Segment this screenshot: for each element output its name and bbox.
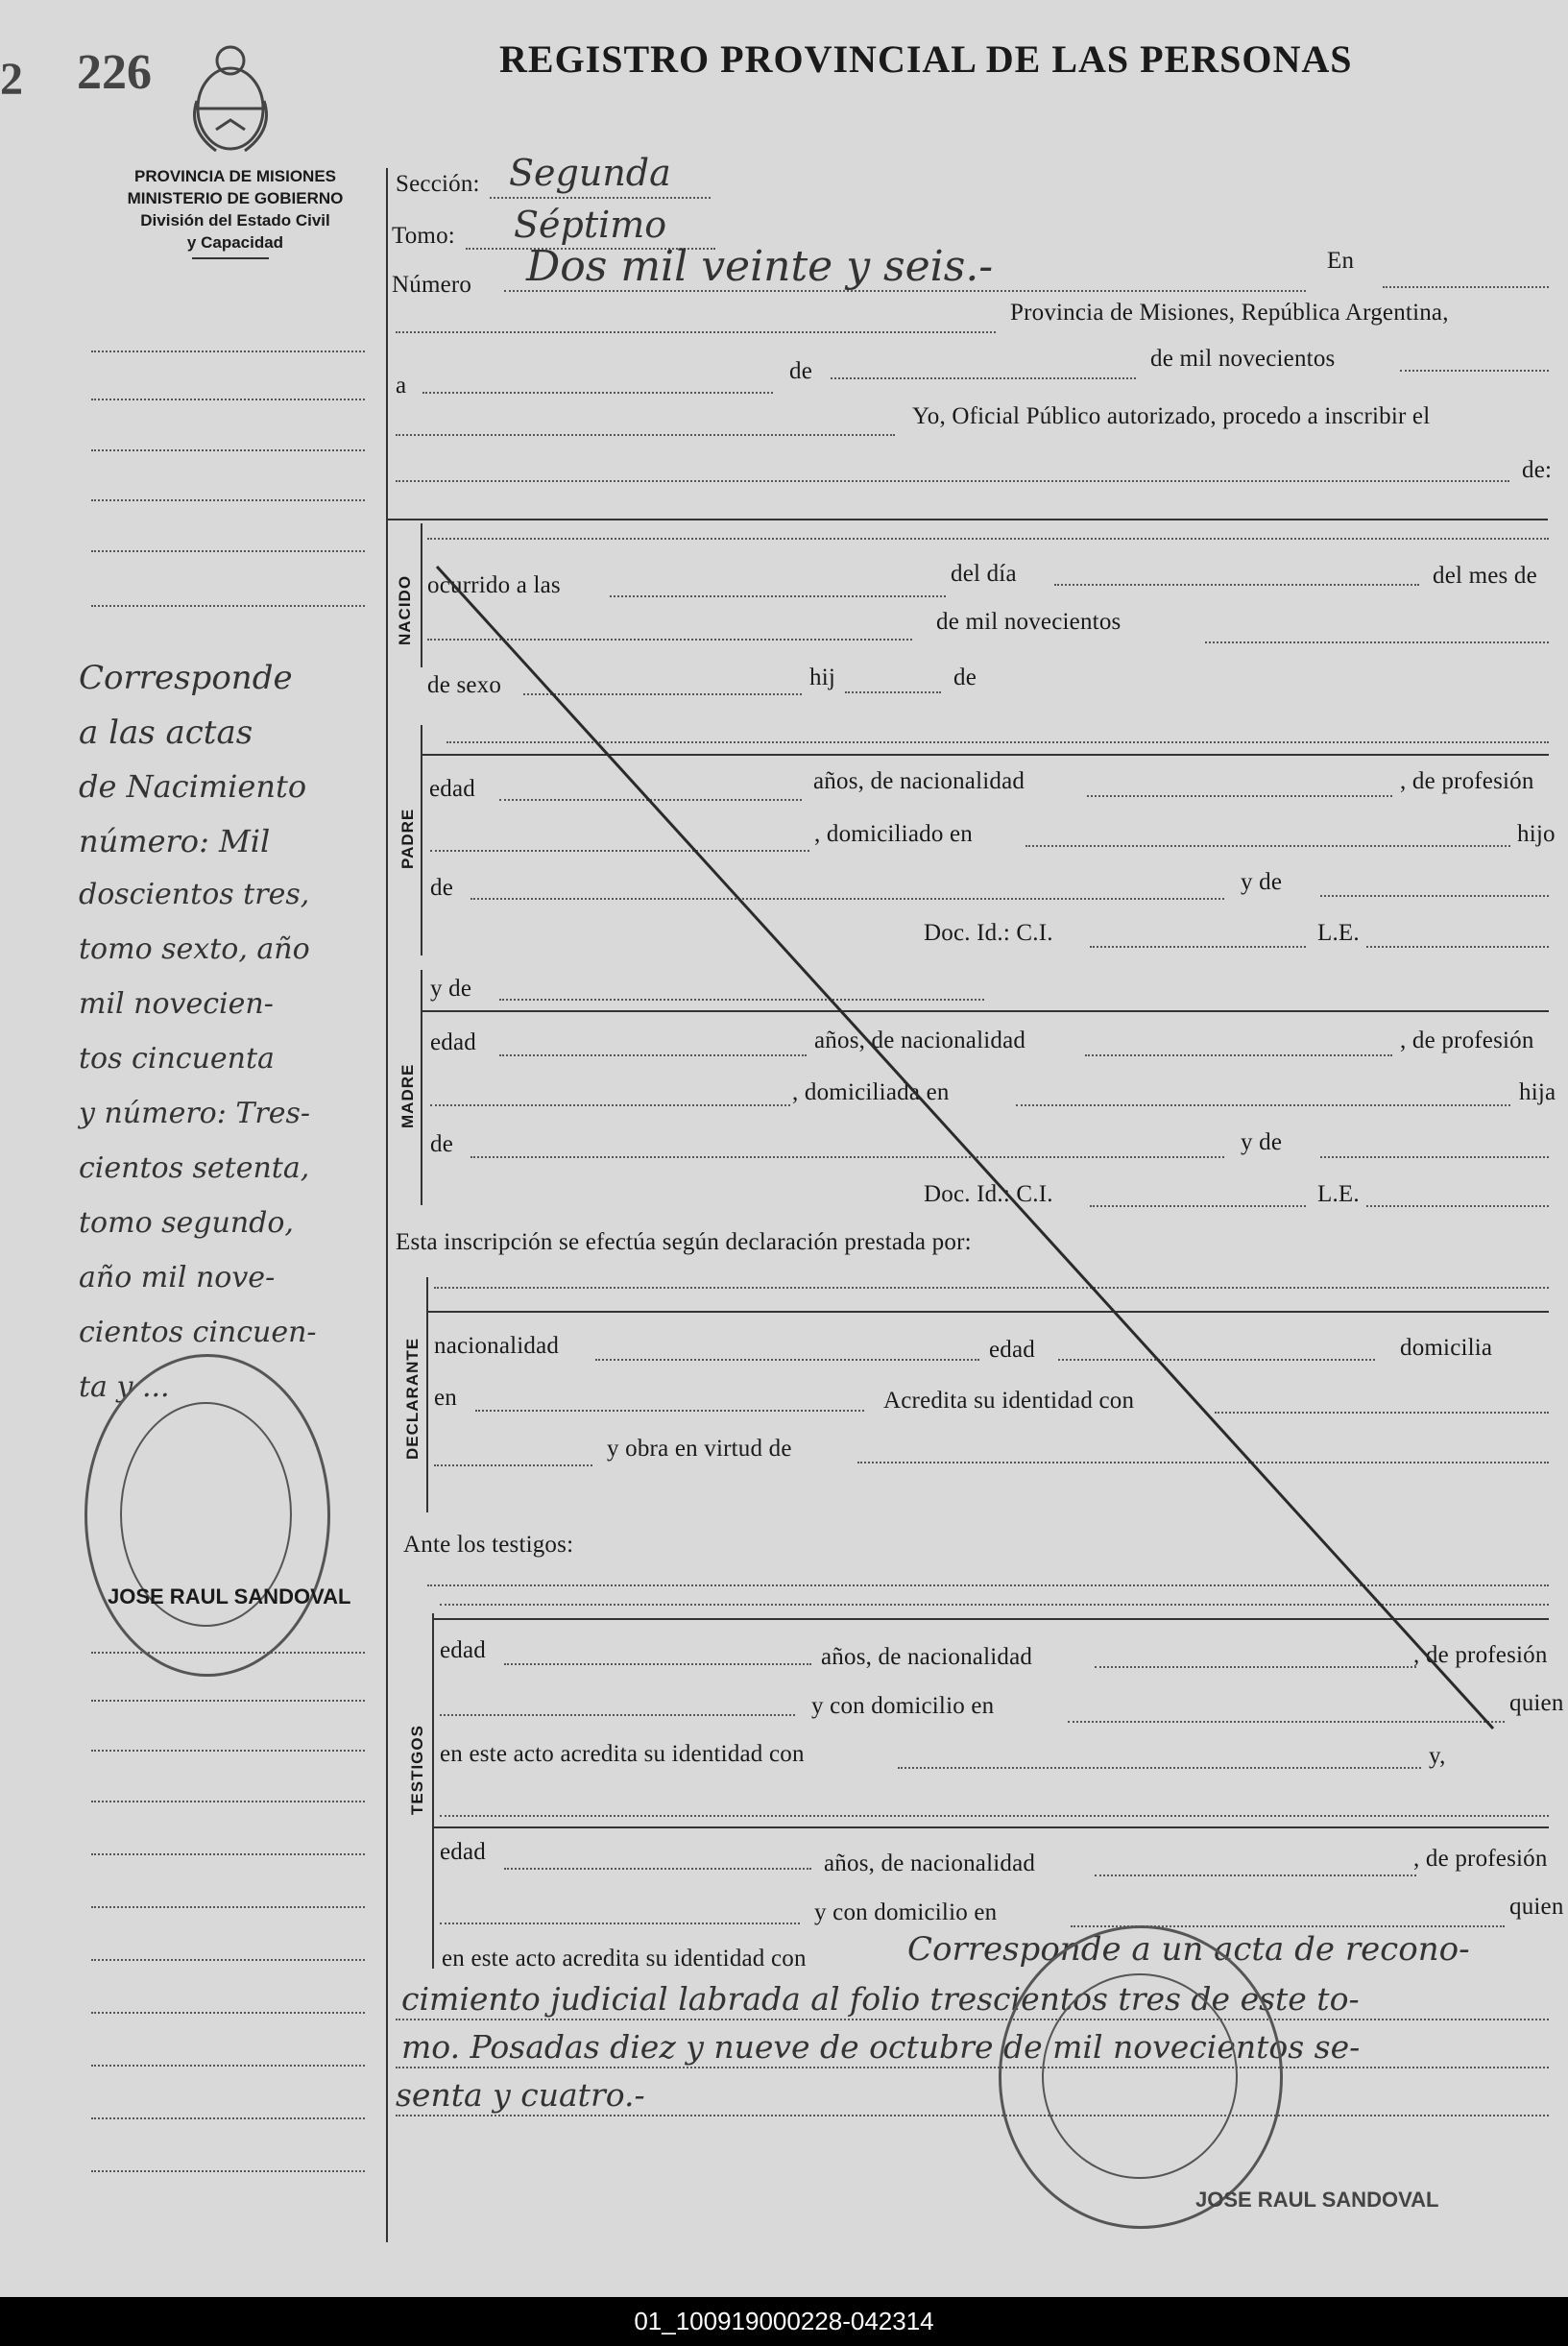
testigo2-quien-label: quien: [1509, 1894, 1564, 1920]
margin-number: 2: [0, 54, 23, 105]
madre-nacionalidad-label: años, de nacionalidad: [814, 1028, 1026, 1053]
padre-side-label: PADRE: [398, 808, 417, 869]
nacido-mil-label: de mil novecientos: [936, 609, 1122, 635]
margin-note-line: de Nacimiento: [79, 768, 307, 805]
bottom-note-line-3: senta y cuatro.-: [396, 2076, 645, 2114]
ocurrido-label: ocurrido a las: [427, 572, 561, 598]
nacido-side-label: NACIDO: [396, 574, 414, 645]
margin-note-line: tomo segundo,: [79, 1206, 294, 1240]
numero-value: Dos mil veinte y seis.-: [526, 242, 994, 291]
madre-profesion-label: , de profesión: [1400, 1028, 1534, 1053]
del-mes-label: del mes de: [1433, 563, 1537, 589]
margin-note-line: número: Mil: [79, 823, 271, 859]
testigo1-y-label: y,: [1429, 1743, 1446, 1769]
padre-edad-label: edad: [429, 776, 475, 802]
issuer-division: División del Estado Civil: [140, 211, 330, 230]
bottom-note-line-1: cimiento judicial labrada al folio trescientos tres de este to-: [401, 1980, 1360, 2018]
testigo1-profesion-label: , de profesión: [1413, 1642, 1548, 1668]
mil-novecientos-label: de mil novecientos: [1150, 346, 1336, 372]
madre-y-de-top-label: y de: [430, 976, 472, 1002]
margin-note-line: a las actas: [79, 713, 253, 752]
madre-hija-label: hija: [1519, 1079, 1556, 1105]
yo-oficial-text: Yo, Oficial Público autorizado, procedo a inscribir el: [912, 403, 1431, 429]
madre-y-de-label: y de: [1241, 1129, 1283, 1155]
padre-hijo-label: hijo: [1517, 821, 1556, 847]
testigo1-nacionalidad-label: años, de nacionalidad: [821, 1644, 1033, 1670]
de-label: de: [789, 358, 812, 384]
padre-profesion-label: , de profesión: [1400, 768, 1534, 794]
declarante-intro: Esta inscripción se efectúa según declaración prestada por:: [396, 1229, 972, 1255]
testigo2-edad-label: edad: [440, 1839, 486, 1865]
hij-label: hij: [809, 665, 835, 690]
testigos-side-label: TESTIGOS: [408, 1725, 426, 1815]
madre-domiciliada-label: , domiciliada en: [792, 1079, 950, 1105]
padre-de-label: de: [430, 875, 453, 901]
seccion-value: Segunda: [509, 152, 671, 194]
margin-note-line: Corresponde: [79, 659, 293, 697]
madre-doc-label: Doc. Id.: C.I.: [924, 1181, 1053, 1207]
a-label: a: [396, 373, 407, 399]
testigo2-domicilio-label: y con domicilio en: [814, 1899, 998, 1925]
seccion-label: Sección:: [396, 171, 480, 197]
declarante-acredita-label: Acredita su identidad con: [883, 1388, 1135, 1414]
madre-le-label: L.E.: [1317, 1181, 1360, 1207]
provincia-text: Provincia de Misiones, República Argentina,: [1010, 300, 1449, 326]
padre-le-label: L.E.: [1317, 920, 1360, 946]
testigo1-quien-label: quien: [1509, 1690, 1564, 1716]
margin-note-line: y número: Tres-: [79, 1097, 311, 1130]
testigo1-domicilio-label: y con domicilio en: [811, 1693, 995, 1719]
margin-note-line: año mil nove-: [79, 1261, 276, 1294]
declarante-edad-label: edad: [989, 1337, 1035, 1363]
margin-note-line: cientos setenta,: [79, 1151, 310, 1185]
declarante-side-label: DECLARANTE: [403, 1337, 422, 1460]
padre-doc-label: Doc. Id.: C.I.: [924, 920, 1053, 946]
declarante-en-label: en: [434, 1385, 457, 1411]
bottom-note-inline: Corresponde a un acta de recono-: [907, 1930, 1470, 1969]
tomo-value: Séptimo: [514, 204, 667, 246]
madre-de-label: de: [430, 1131, 453, 1157]
testigo2-acredita-label: en este acto acredita su identidad con: [442, 1946, 807, 1971]
margin-note-line: ta y ...: [79, 1370, 170, 1404]
declarante-domicilia-label: domicilia: [1400, 1335, 1493, 1361]
numero-label: Número: [392, 272, 472, 298]
signature-name-left: JOSE RAUL SANDOVAL: [108, 1584, 351, 1608]
declarante-nacionalidad-label: nacionalidad: [434, 1333, 560, 1359]
margin-note-line: cientos cincuen-: [79, 1316, 317, 1349]
padre-domiciliado-label: , domiciliado en: [814, 821, 973, 847]
padre-nacionalidad-label: años, de nacionalidad: [813, 768, 1025, 794]
margin-note-line: doscientos tres,: [79, 878, 310, 911]
page-number: 226: [77, 45, 152, 100]
nacido-de-label: de: [953, 665, 977, 690]
signature-name-right: JOSE RAUL SANDOVAL: [1195, 2188, 1439, 2212]
testigo2-nacionalidad-label: años, de nacionalidad: [824, 1850, 1036, 1876]
en-label: En: [1327, 248, 1355, 274]
bottom-note-line-2: mo. Posadas diez y nueve de octubre de mil novecientos se-: [401, 2028, 1361, 2066]
padre-y-de-label: y de: [1241, 869, 1283, 895]
madre-side-label: MADRE: [398, 1063, 417, 1128]
margin-note-line: mil novecien-: [79, 987, 274, 1021]
tomo-label: Tomo:: [392, 223, 455, 249]
issuer-province: PROVINCIA DE MISIONES: [133, 167, 336, 185]
del-dia-label: del día: [951, 561, 1017, 587]
issuer-capacity: y Capacidad: [186, 233, 284, 252]
testigos-intro: Ante los testigos:: [403, 1532, 574, 1558]
sexo-label: de sexo: [427, 672, 502, 698]
registry-title: REGISTRO PROVINCIAL DE LAS PERSONAS: [499, 37, 1353, 81]
margin-note-line: tos cincuenta: [79, 1042, 275, 1076]
madre-edad-label: edad: [430, 1029, 476, 1055]
scan-id-footer: 01_100919000228-042314: [0, 2297, 1568, 2346]
de-colon-label: de:: [1522, 457, 1553, 483]
issuer-ministry: MINISTERIO DE GOBIERNO: [127, 189, 344, 207]
declarante-obra-label: y obra en virtud de: [607, 1436, 792, 1462]
margin-note-line: tomo sexto, año: [79, 932, 310, 966]
testigo2-profesion-label: , de profesión: [1413, 1846, 1548, 1872]
testigo1-edad-label: edad: [440, 1637, 486, 1663]
testigo1-acredita-label: en este acto acredita su identidad con: [440, 1741, 805, 1767]
